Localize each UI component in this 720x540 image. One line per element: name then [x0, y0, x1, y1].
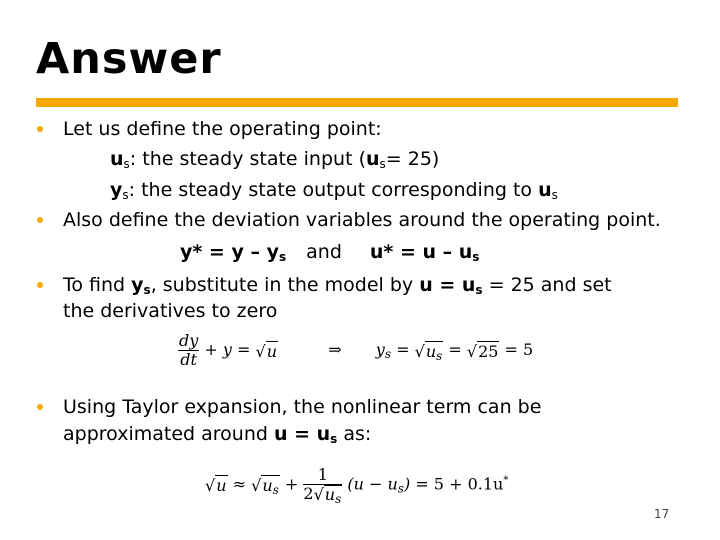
derivative-fraction: $\frac{dy}{dt}$	[179, 331, 199, 369]
sqrt-25: √25	[466, 341, 499, 361]
taylor-expansion-equation: $√u \approx √u_s$ + $\frac{1}{2√u_s}$ $(u - u_s) = 5 + 0.1u^*$	[205, 465, 509, 506]
slide-title: Answer	[36, 34, 222, 84]
bullet-3-line-2: the derivatives to zero	[63, 300, 278, 322]
bullet-3-line-1: To find $y_s$, substitute in the model by $u = u_s = 25$ and set	[63, 274, 612, 297]
sqrt-us: $√u_s$	[251, 476, 279, 497]
bullet-marker	[37, 404, 43, 410]
bullet-1-sub-2: $y_s$: the steady state output corresponding to $u_s$	[110, 179, 558, 202]
sqrt-u: √u	[255, 341, 278, 361]
page-number: 17	[654, 507, 670, 521]
bullet-marker	[37, 217, 43, 223]
bullet-2-text: Also define the deviation variables around the operating point.	[63, 209, 661, 231]
bullet-1-text: Let us define the operating point:	[63, 118, 382, 140]
title-underline	[36, 98, 678, 107]
deviation-variables: $y* = y - y_s$ and $u* = u - u_s$	[180, 241, 480, 264]
sqrt-us: $√u_s$	[414, 341, 443, 363]
bullet-4-line-2: approximated around $u = u_s$ as:	[63, 423, 372, 446]
bullet-marker	[37, 126, 43, 132]
bullet-1-sub-1: $u_s$: the steady state input $(u_s= 25)$	[110, 148, 440, 171]
bullet-marker	[37, 282, 43, 288]
bullet-4-line-1: Using Taylor expansion, the nonlinear term can be	[63, 396, 542, 418]
steady-state-equation: $\frac{dy}{dt}$ + y = √u ⇒ $y_s = √u_s = √25 = 5$	[179, 331, 534, 369]
implies-arrow: ⇒	[328, 340, 342, 359]
sqrt-u: √u	[205, 476, 227, 495]
taylor-coefficient-fraction: $\frac{1}{2√u_s}$	[303, 465, 342, 506]
